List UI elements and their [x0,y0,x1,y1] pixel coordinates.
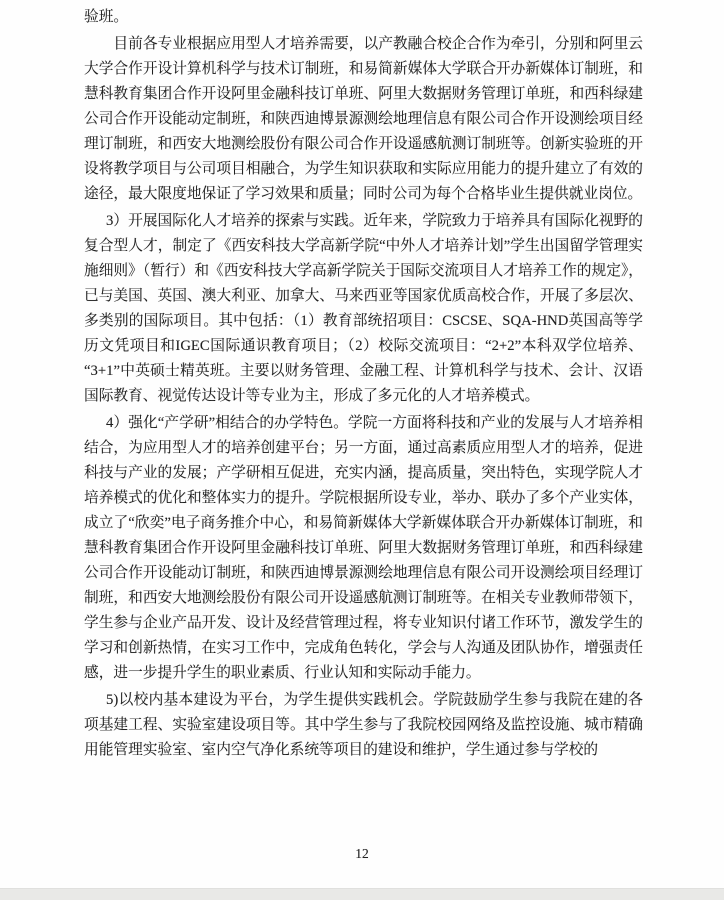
paragraph-item-4-industry-academia-research: 4）强化“产学研”相结合的办学特色。学院一方面将科技和产业的发展与人才培养相结合，为应用型人才的培养创建平台；另一方面，通过高素质应用型人才的培养，促进科技与产业的发展；产学研相互促进，充实内涵，提高质量，突出特色，实现学院人才培养模式的优化和整体实力的提升。学院根据所设专业，举办、联办了多个产业实体，成立了“欣奕”电子商务推介中心，和易简新媒体大学新媒体联合开办新媒体订制班，和慧科教育集团合作开设阿里金融科技订单班、阿里大数据财务管理订单班，和西科绿建公司合作开设能动订制班，和陕西迪博景源测绘地理信息有限公司开设测绘项目经理订制班，和西安大地测绘股份有限公司开设遥感航测订制班等。在相关专业教师带领下，学生参与企业产品开发、设计及经营管理过程，将专业知识付诸工作环节，激发学生的学习和创新热情，在实习工作中，完成角色转化，学会与人沟通及团队协作，增强责任感，进一步提升学生的职业素质、行业认知和实际动手能力。 [84,415,643,681]
page-number: 12 [355,846,369,861]
paragraph-item-5-campus-construction: 5)以校内基本建设为平台，为学生提供实践机会。学院鼓励学生参与我院在建的各项基建工程、实验室建设项目等。其中学生参与了我院校园网络及监控设施、城市精确用能管理实验室、室内空气净化系统等项目的建设和维护，学生通过参与学校的 [84,692,643,758]
body-text [84,5,643,765]
paragraph-current-majors: 目前各专业根据应用型人才培养需要，以产教融合校企合作为牵引，分别和阿里云大学合作开设计算机科学与技术订制班，和易简新媒体大学联合开办新媒体订制班，和慧科教育集团合作开设阿里金融科技订单班、阿里大数据财务管理订单班，和西科绿建公司合作开设能动定制班，和陕西迪博景源测绘地理信息有限公司合作开设测绘项目经理订制班，和西安大地测绘股份有限公司合作开设遥感航测订制班等。创新实验班的开设将教学项目与公司项目相融合，为学生知识获取和实际应用能力的提升建立了有效的途径，最大限度地保证了学习效果和质量；同时公司为每个合格毕业生提供就业岗位。 [84,36,643,202]
paragraph-item-3-internationalization: 3）开展国际化人才培养的探索与实践。近年来，学院致力于培养具有国际化视野的复合型人才，制定了《西安科技大学高新学院“中外人才培养计划”学生出国留学管理实施细则》（暂行）和《西安科技大学高新学院关于国际交流项目人才培养工作的规定》，已与美国、英国、澳大利亚、加拿大、马来西亚等国家优质高校合作，开展了多层次、多类别的国际项目。其中包括：（1）教育部统招项目：CSCSE、SQA-HND英国高等学历文凭项目和IGEC国际通识教育项目；（2）校际交流项目：“2+2”本科双学位培养、“3+1”中英硕士精英班。主要以财务管理、金融工程、计算机科学与技术、会计、汉语国际教育、视觉传达设计等专业为主，形成了多元化的人才培养模式。 [84,213,643,404]
paragraph-continuation: 验班。 [84,9,129,25]
page-bottom-edge [0,888,724,900]
